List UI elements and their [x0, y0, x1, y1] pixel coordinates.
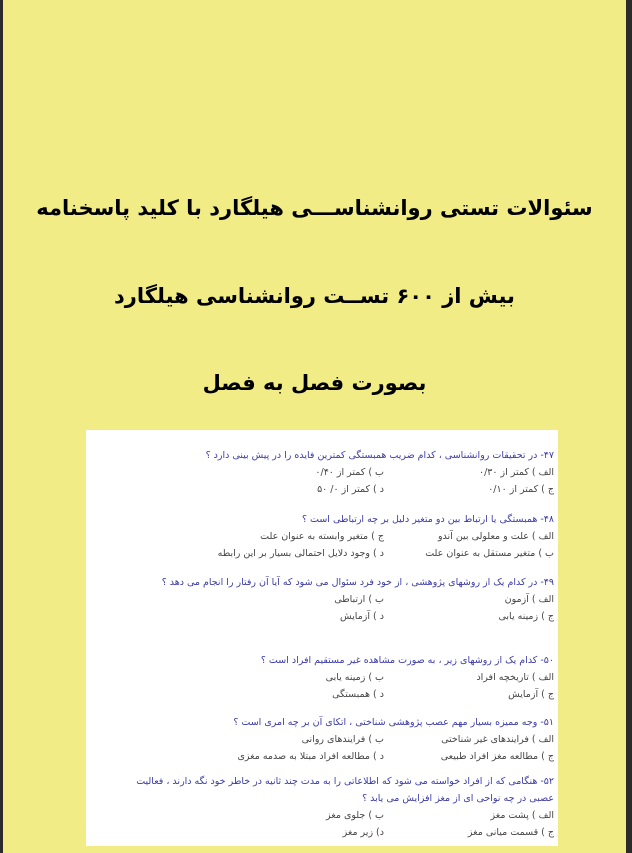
option: د ) کمتر از ۰/ ۵۰ — [317, 484, 384, 495]
question-text: ۵۰- کدام یک از روشهای زیر ، به صورت مشاهده غیر مستقیم افراد است ؟ — [260, 655, 554, 666]
questions-panel — [86, 430, 558, 846]
option: ب ) فرایندهای روانی — [301, 734, 384, 745]
option: الف ) علت و معلولی بین آندو — [437, 531, 554, 542]
title-line-1: سئوالات تستی روانشناســـی هیلگارد با کلید پاسخنامه — [36, 196, 593, 220]
option: ج ) کمتر از ۰/۱۰ — [488, 484, 554, 495]
option: ج ) زمینه یابی — [498, 611, 554, 622]
question-48 — [109, 511, 554, 562]
option: د) زیر مغز — [342, 827, 384, 838]
option: ج ) مطالعه مغز افراد طبیعی — [440, 751, 554, 762]
option: الف ) کمتر از ۰/۳۰ — [478, 467, 554, 478]
option: ب ) کمتر از ۰/۴۰ — [315, 467, 384, 478]
title-line-2: بیش از ۶۰۰ تســت روانشناسی هیلگارد — [114, 284, 515, 308]
title-line-3: بصورت فصل به فصل — [202, 371, 427, 395]
question-text: ۵۲- هنگامی که از افراد خواسته می شود که اطلاعاتی را به مدت چند ثانیه در خاطر خود نگه دارند ، فعالیت عصبی در چه نواحی ای از مغز افزایش می یابد ؟ — [136, 776, 554, 804]
option: د ) همبستگی — [332, 689, 384, 700]
option: الف ) آزمون — [504, 594, 554, 605]
question-text: ۵۱- وجه ممیزه بسیار مهم عصب پژوهشی شناختی ، اتکای آن بر چه امری است ؟ — [233, 717, 554, 728]
option: د ) وجود دلایل احتمالی بسیار بر این رابطه — [217, 548, 384, 559]
option: ب ) متغیر مستقل به عنوان علت — [425, 548, 554, 559]
question-50 — [109, 652, 554, 703]
question-text: ۴۷- در تحقیقات روانشناسی ، کدام ضریب همبستگی کمترین فایده را در پیش بینی دارد ؟ — [205, 450, 554, 461]
question-47 — [109, 447, 554, 498]
question-51 — [109, 714, 554, 765]
option: ج ) متغیر وابسته به عنوان علت — [260, 531, 384, 542]
option: د ) مطالعه افراد مبتلا به صدمه مغزی — [237, 751, 384, 762]
option: الف ) تاریخچه افراد — [476, 672, 554, 683]
question-52 — [109, 773, 554, 841]
option: الف ) پشت مغز — [490, 810, 554, 821]
option: ب ) ارتباطی — [334, 594, 384, 605]
question-text: ۴۸- همبستگی یا ارتباط بین دو متغیر دلیل بر چه ارتباطی است ؟ — [301, 514, 554, 525]
option: ج ) قسمت میانی مغز — [467, 827, 554, 838]
question-text: ۴۹- در کدام یک از روشهای پژوهشی ، از خود فرد سئوال می شود که آیا آن رفتار را انجام می دهد ؟ — [161, 577, 554, 588]
option: ب ) زمینه یابی — [325, 672, 384, 683]
question-49 — [109, 574, 554, 625]
option: د ) آزمایش — [340, 611, 384, 622]
option: ج ) آزمایش — [508, 689, 554, 700]
option: الف ) فرایندهای غیر شناختی — [441, 734, 554, 745]
option: ب ) جلوی مغز — [326, 810, 384, 821]
